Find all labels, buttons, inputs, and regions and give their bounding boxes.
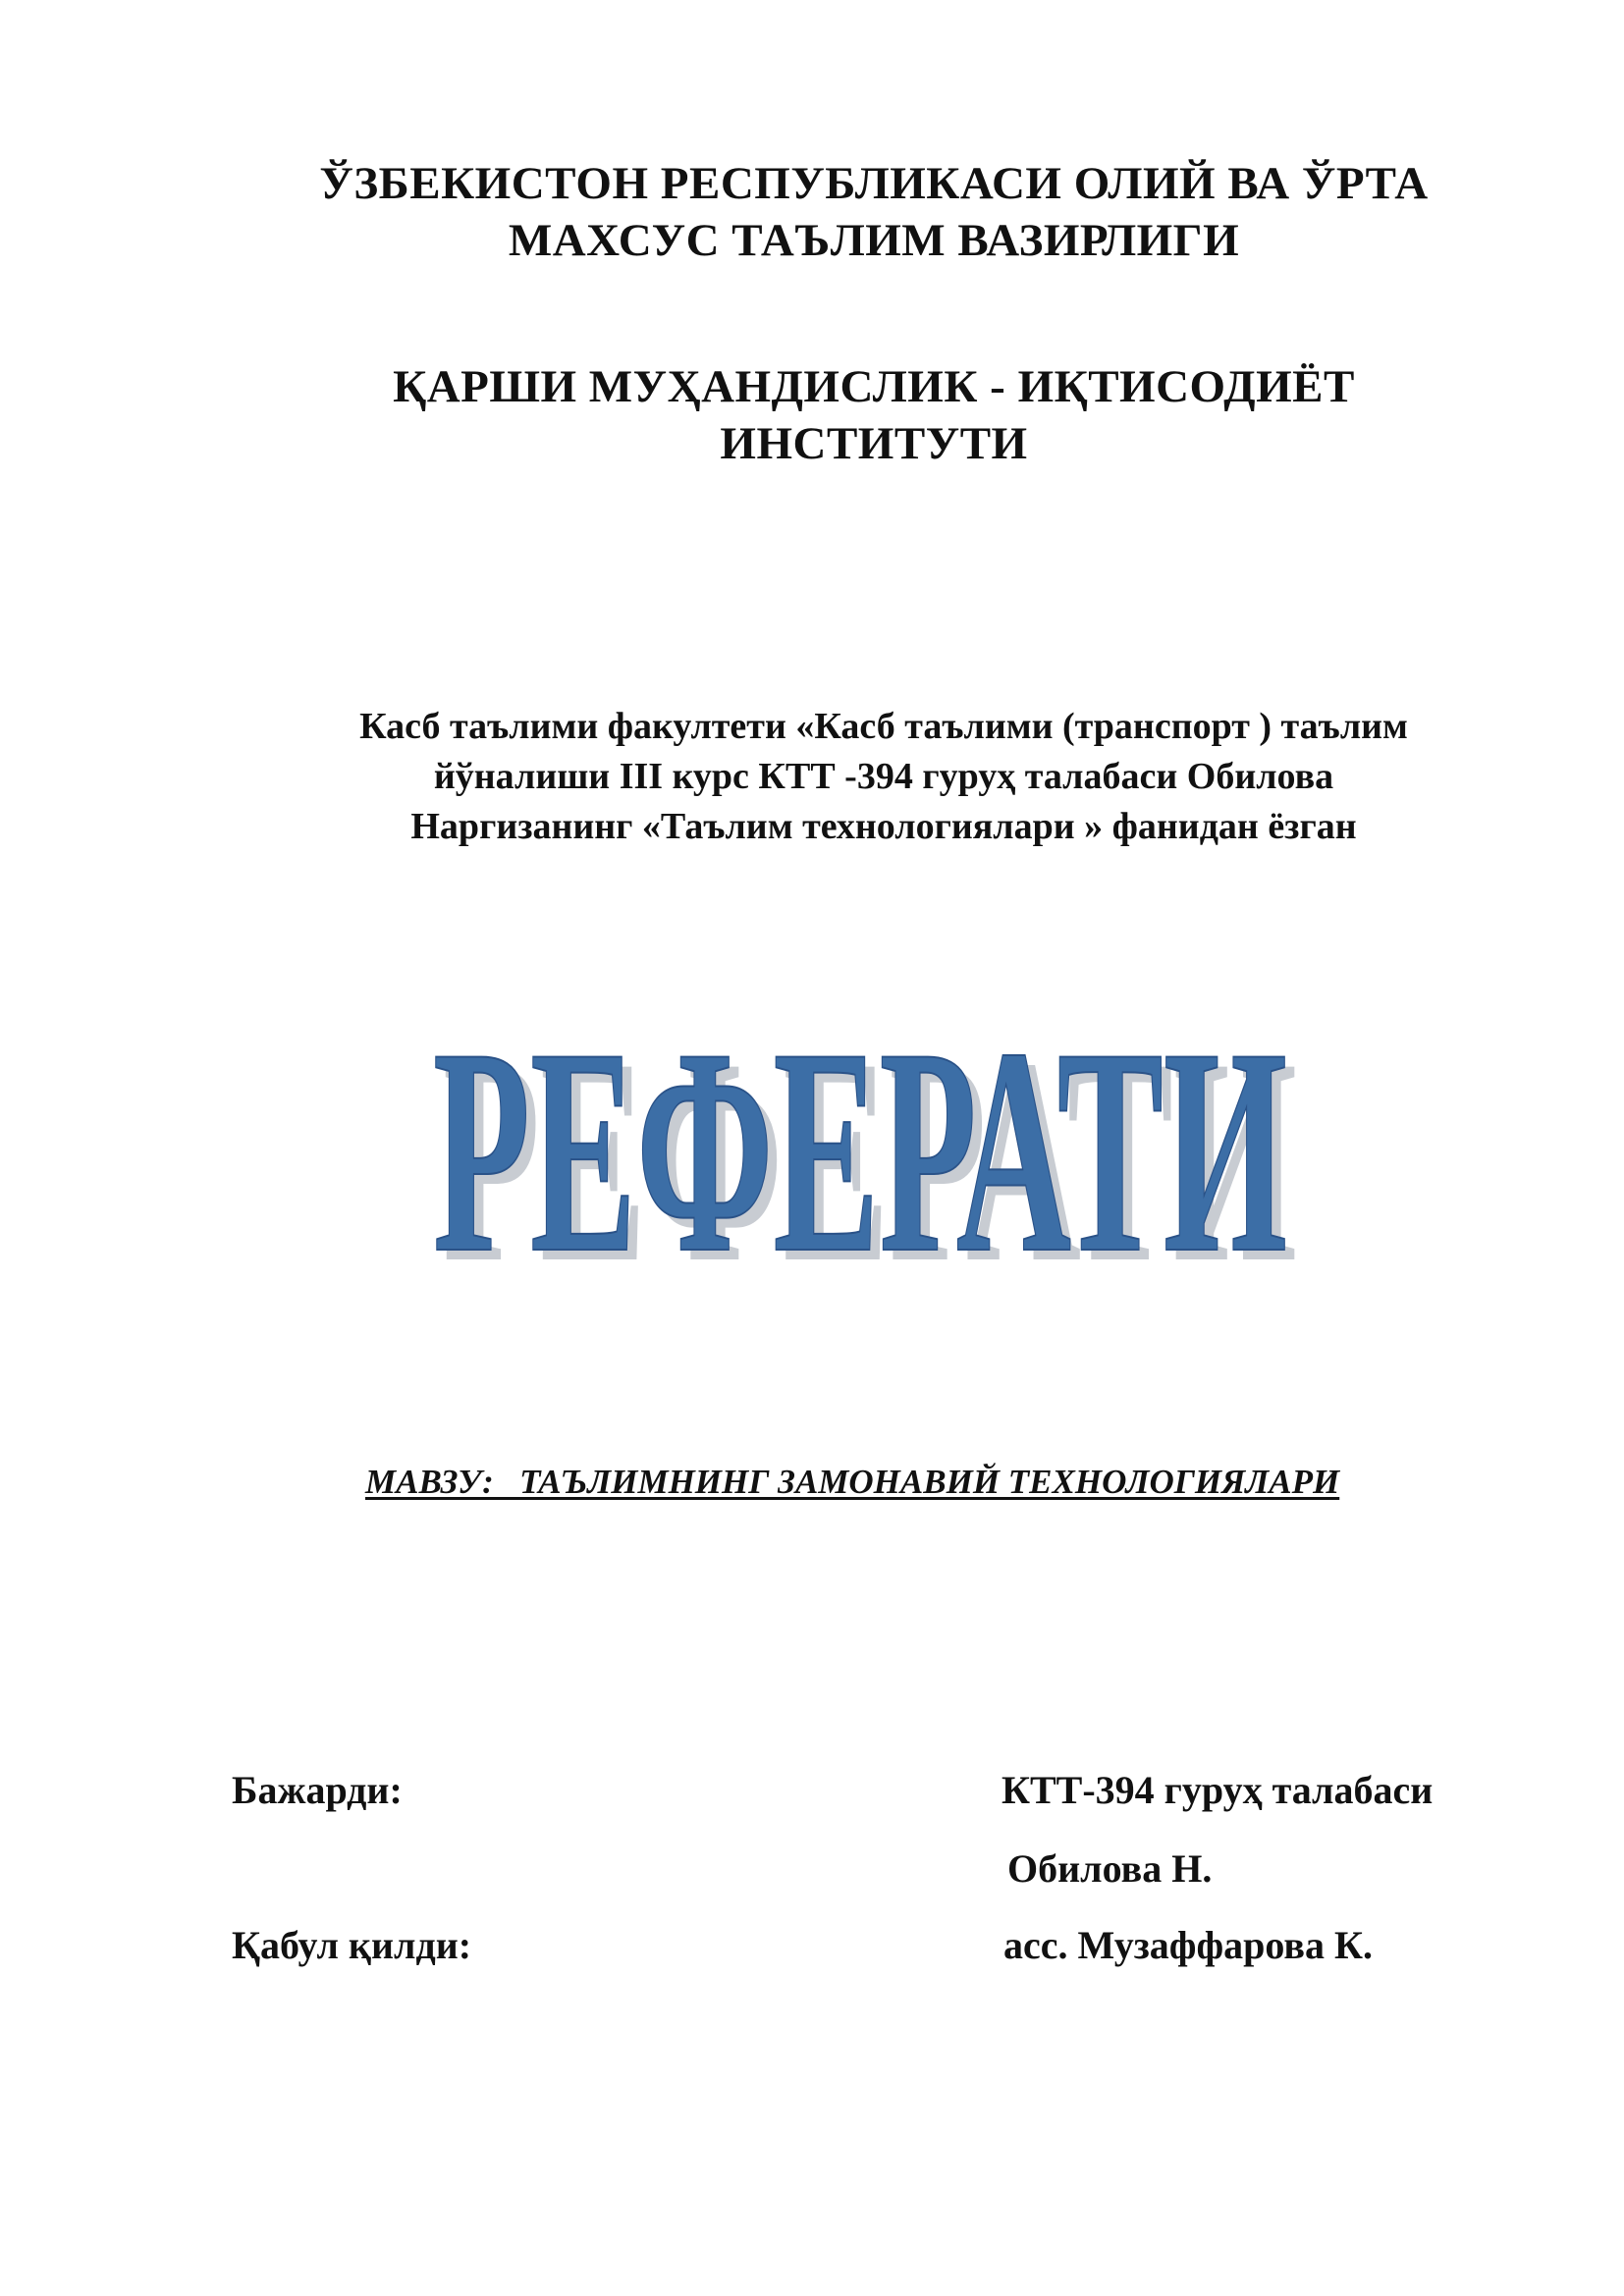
student-info: [187, 702, 1581, 852]
accepted-by-name: асс. Музаффарова К.: [1003, 1923, 1374, 1967]
done-by-name: Обилова Н.: [1007, 1846, 1213, 1891]
done-by-label: Бажарди:: [232, 1768, 403, 1812]
referat-title-text: РЕФЕРАТИ: [433, 996, 1287, 1281]
referat-title: [422, 996, 1306, 1281]
student-info-line-2: йўналиши III курс КТТ -394 гуруҳ талабаси Обилова: [433, 756, 1334, 797]
institute-line-1: ҚАРШИ МУҲАНДИСЛИК - ИҚТИСОДИЁТ: [393, 361, 1355, 412]
topic-line: МАВЗУ: ТАЪЛИМНИНГ ЗАМОНАВИЙ ТЕХНОЛОГИЯЛАРИ: [365, 1463, 1340, 1501]
institute-line-2: ИНСТИТУТИ: [720, 418, 1028, 469]
institute-heading: [177, 358, 1571, 472]
accepted-by-label: Қабул қилди:: [232, 1923, 472, 1967]
ministry-line-2: МАХСУС ТАЪЛИМ ВАЗИРЛИГИ: [508, 215, 1240, 266]
student-info-line-3: Наргизанинг «Таълим технологиялари » фанидан ёзган: [410, 806, 1357, 847]
ministry-heading: [177, 155, 1571, 269]
student-info-line-1: Касб таълими факултети «Касб таълими (транспорт ) таълим: [359, 706, 1408, 747]
referat-title-shadow: РЕФЕРАТИ: [443, 997, 1297, 1281]
referat-title-graphic: [422, 996, 1306, 1281]
ministry-line-1: ЎЗБЕКИСТОН РЕСПУБЛИКАСИ ОЛИЙ ВА ЎРТА: [319, 158, 1429, 209]
done-by-group: КТТ-394 гуруҳ талабаси: [1001, 1768, 1434, 1812]
